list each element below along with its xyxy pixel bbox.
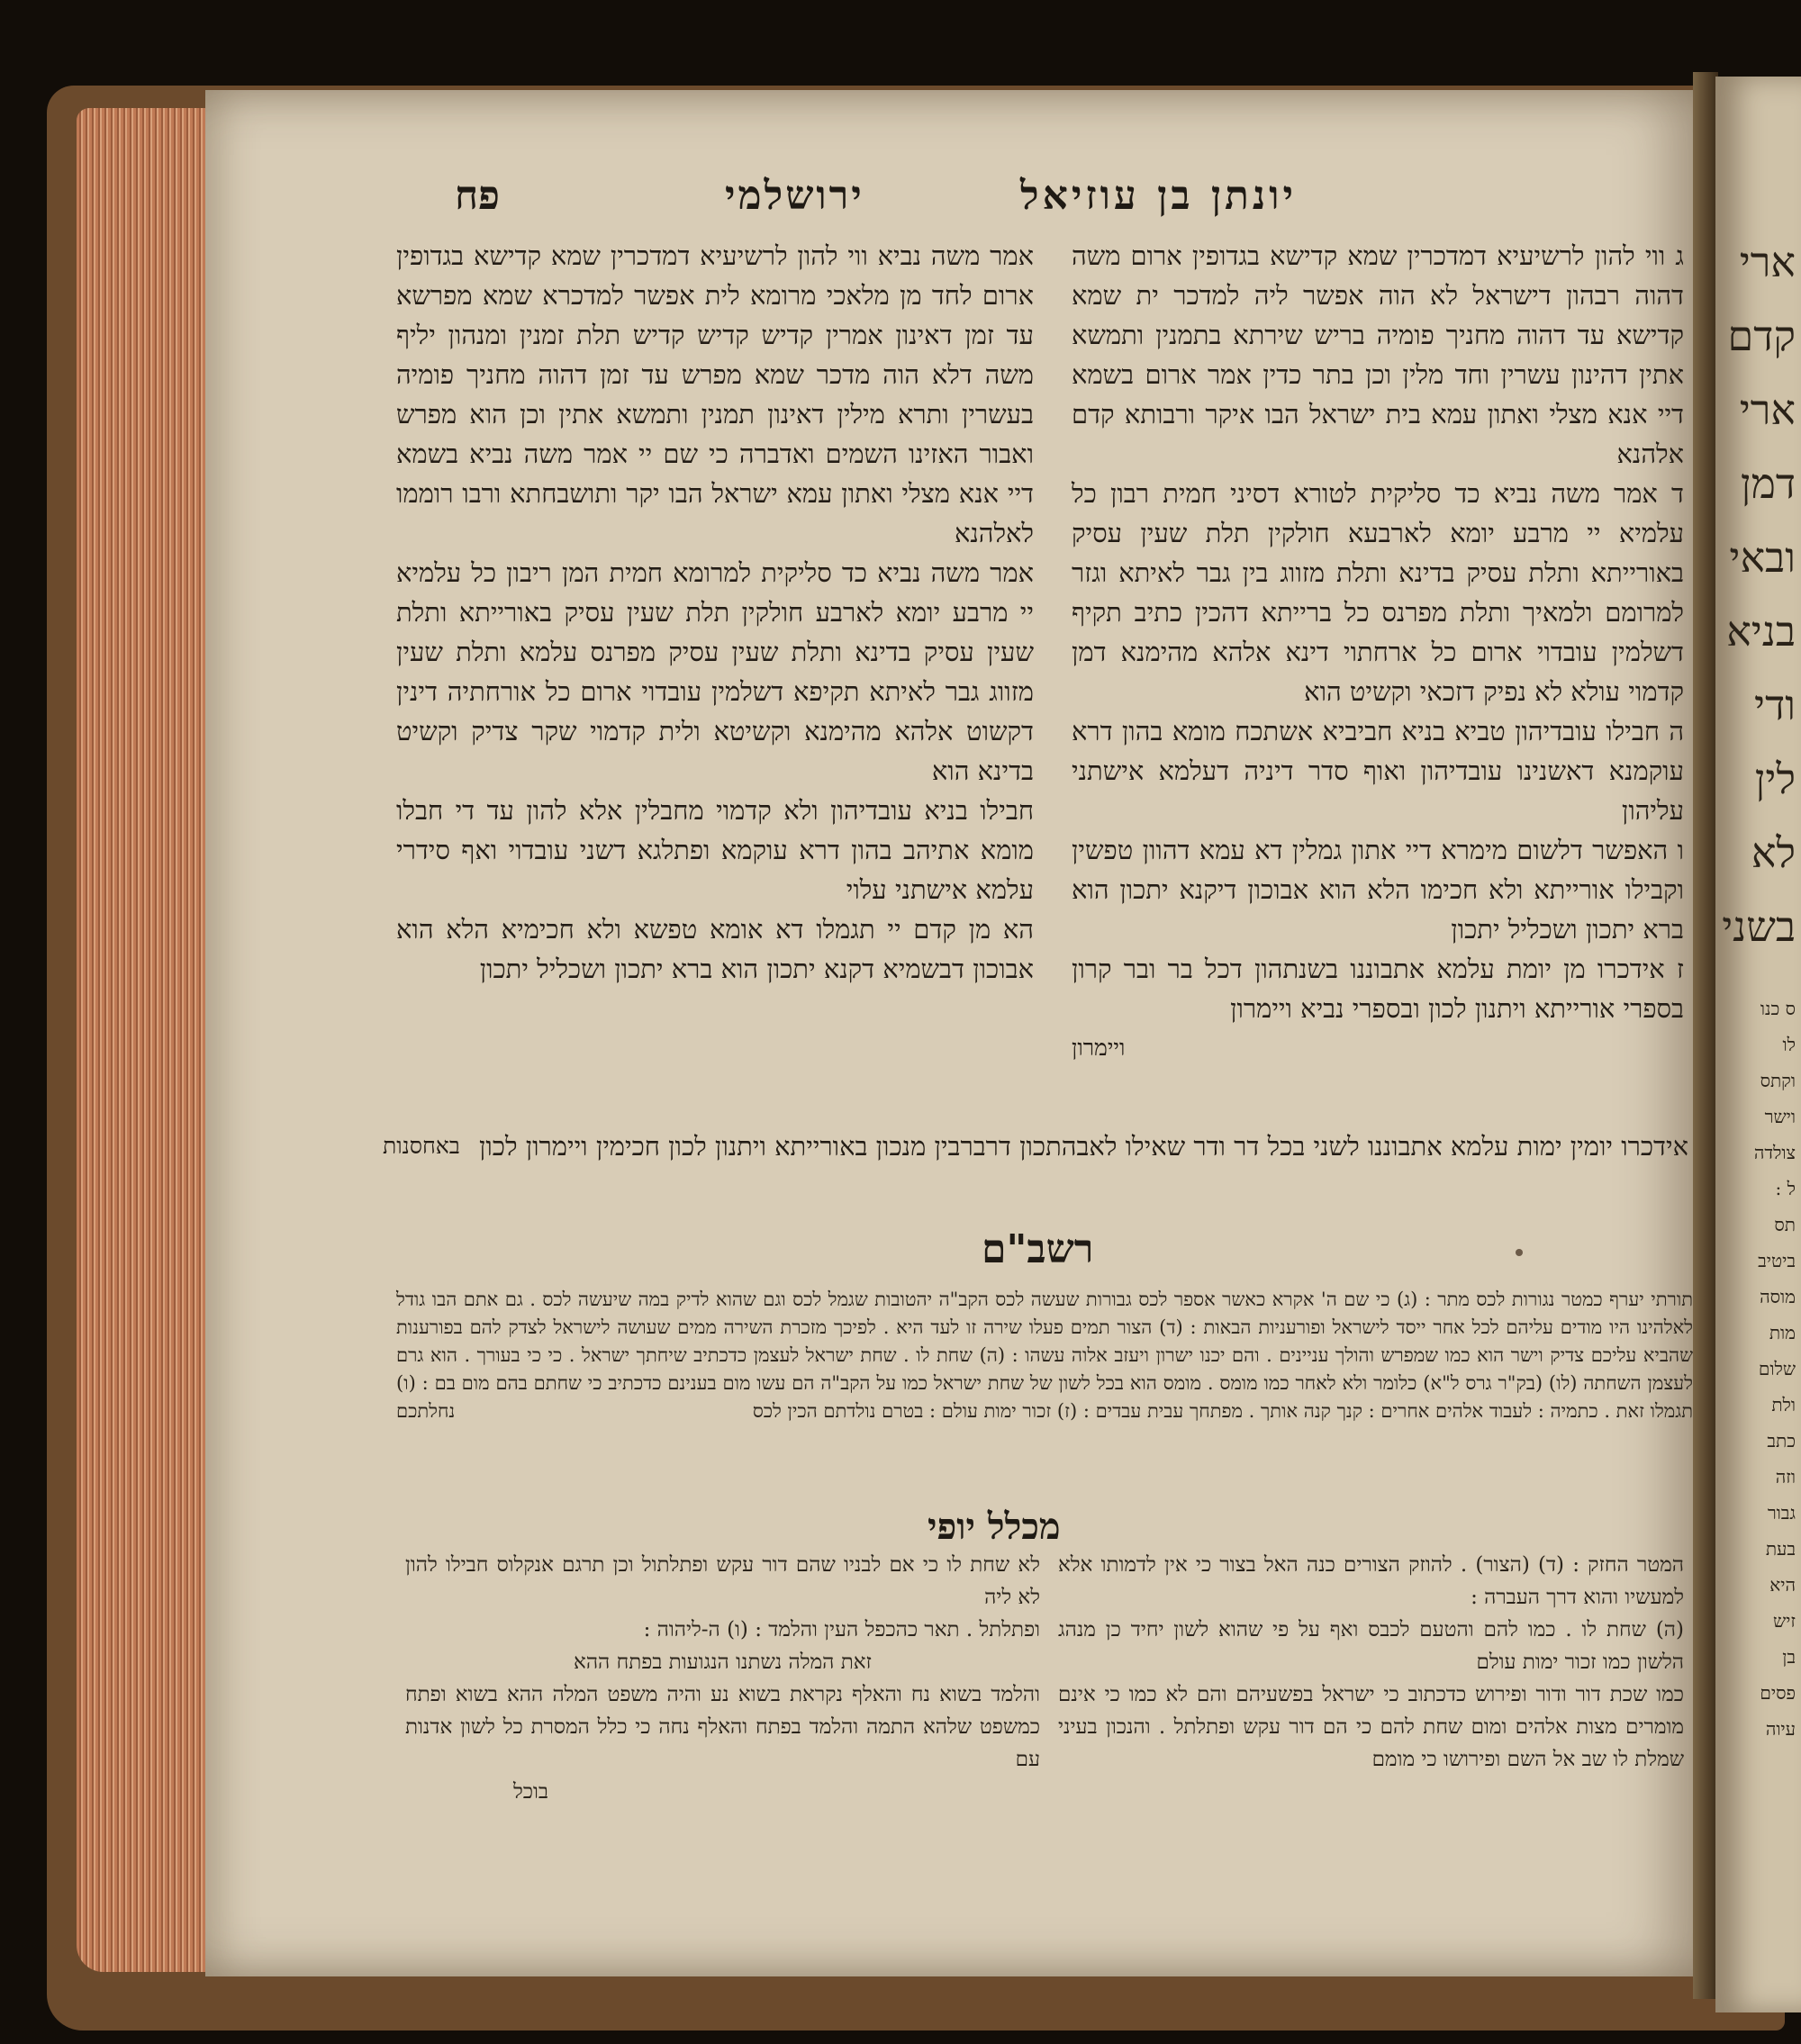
commentary-paragraph: ופתלתל . תאר כהכפל העין והלמד : (ו) ה-ליהוה : xyxy=(643,1618,1040,1642)
facing-line: לין xyxy=(1754,755,1796,803)
facing-line: מות xyxy=(1769,1322,1796,1343)
column-catchword: ויימרון xyxy=(1072,1035,1126,1061)
rashbam-commentary xyxy=(396,1286,1693,1425)
facing-line: ובאי xyxy=(1729,533,1796,582)
facing-line: מוסה xyxy=(1760,1286,1796,1307)
facing-line: קדם xyxy=(1727,312,1796,360)
facing-page-fragment xyxy=(1715,77,1801,2012)
facing-line: בשני xyxy=(1722,902,1796,951)
mikhlal-yofi-left-column xyxy=(405,1549,1040,1808)
facing-line: וקתס xyxy=(1760,1070,1796,1091)
facing-line: ס כנו xyxy=(1760,998,1796,1019)
facing-line: ארי xyxy=(1739,385,1796,434)
facing-line: לא xyxy=(1751,828,1796,877)
commentary-paragraph: לא שחת לו כי אם לבניו שהם דור עקש ופתלתול וכן תרגם אנקלוס חבילו להון לא ליה xyxy=(405,1553,1040,1609)
targum-yonatan-column xyxy=(1072,236,1684,1068)
verse-paragraph: ו האפשר דלשום מימרא דיי אתון גמלין דא עמא דהוון טפשין וקבילו אורייתא ולא חכימו הלא הוא אבוכון דיקנא יתכון הוא ברא יתכון ושכליל יתכון xyxy=(1072,835,1684,945)
commentary-paragraph: (ה) שחת לו . כמו להם והטעם לכבס ואף על פי שהוא לשון יחיד כן מנהג הלשון כמו זכור ימות עולם xyxy=(1058,1618,1684,1674)
facing-line: גבור xyxy=(1767,1502,1796,1524)
facing-line: ביטיב xyxy=(1758,1250,1796,1271)
verse-paragraph: ז אידכרו מן יומת עלמא אתבוננו בשנתהון דכל בר ובר קרון בספרי אורייתא ויתנון לכון ובספרי נביא ויימרון xyxy=(1072,954,1684,1024)
mikhlal-yofi-heading: מכלל יופי xyxy=(928,1506,1061,1548)
column-catchword: באחסנות xyxy=(383,1133,460,1159)
column-catchword: בוכל xyxy=(513,1780,548,1804)
running-header-center: ירושלמי xyxy=(725,173,864,219)
facing-line: ל : xyxy=(1775,1178,1796,1199)
verse-text: אידכרו יומין ימות עלמא אתבוננו לשני בכל דר ודר שאילו לאבהתכון דרברבין מנכון באורייתא ויתנון לכון חכימין ויימרון לכון xyxy=(478,1131,1688,1162)
page-edges xyxy=(77,108,221,1972)
running-header-right: יונתן בן עוזיאל xyxy=(1019,173,1297,219)
verse-paragraph: אמר משה נביא ווי להון לרשיעיא דמדכרין שמא קדישא בגדופין ארום לחד מן מלאכי מרומא לית אפשר למדכרא שמא מפרשא עד זמן דאינון אמרין קדיש קדיש קדיש תלת זמנין ומנהון יליף משה דלא הוה מדכר שמא מפרש עד זמן דהוה מחניך פומיה בעשרין ותרא מילין דאינון תמנין ותמשא אתין וכן הוא מפרש ואבור האזינו השמים ואדברה כי שם יי אמר משה נביא בשמא דיי אנא מצלי ואתון עמא ישראל הבו יקר ותושבחתא ורבו רוממו לאלהנא xyxy=(396,240,1034,548)
rashbam-heading: רשב"ם xyxy=(982,1226,1094,1272)
facing-line: תס xyxy=(1774,1214,1796,1235)
verse-paragraph: חבילו בניא עובדיהון ולא קדמוי מחבלין אלא להון עד די חבלו מומא אתיהב בהון דרא עוקמא ופתלגא דשני עובדוי ואף סידרי עלמא אישתני עלוי xyxy=(396,795,1034,905)
facing-line: צולדה xyxy=(1753,1142,1796,1163)
page-number: פח xyxy=(455,173,500,219)
verse-paragraph: ד אמר משה נביא כד סליקית לטורא דסיני חמית רבון כל עלמיא יי מרבע יומא לארבעא חולקין תלת שעין עסיק באורייתא ותלת עסיק בדינא ותלת מזווג בין גבר לאיתא וגזר למרומם ולמאיך ותלת מפרנס כל ברייתא דהכין כתיב תקיף דשלמין עובדוי ארום כל ארחתוי דינא אלהא מהימנא דמן קדמוי עולא לא נפיק דזכאי וקשיט הוא xyxy=(1072,478,1684,707)
facing-line: וישר xyxy=(1764,1106,1796,1127)
facing-line: זיש xyxy=(1773,1610,1796,1632)
commentary-paragraph: המטר החזק : (ד) (הצור) . להוזק הצורים כנה האל בצור כי אין לדמותו אלא למעשיו והוא דרך העברה : xyxy=(1058,1553,1684,1609)
verse-paragraph: אמר משה נביא כד סליקית למרומא חמית המן ריבון כל עלמיא יי מרבע יומא לארבע חולקין תלת שעין עסיק באורייתא ותלת שעין עסיק בדינא ותלת שעין עסיק מפרנס עלמא ותלת שעין מזווג גבר לאיתא תקיפא דשלמין עובדוי ארום כל אורחתיה דינין דקשוט אלהא מהימנא וקשיטא ולית קדמוי שקר צדיק וקשיט בדינא הוא xyxy=(396,557,1034,786)
facing-line: בניא xyxy=(1726,607,1796,656)
commentary-paragraph: כמו שכת דור ודור ופירוש כדכתוב כי ישראל בפשעיהם והם לא כמו כי אינם מומרים מצות אלהים ומום שחת להם כי הם דור עקש ופתלתל . והנכון בעיני שמלת לו שב אל השם ופירושו כי מומם xyxy=(1058,1683,1684,1771)
full-width-verse xyxy=(383,1126,1688,1167)
mikhlal-yofi-right-column xyxy=(1058,1549,1684,1776)
facing-line: ודי xyxy=(1754,681,1796,729)
commentary-paragraph: והלמד בשוא נח והאלף נקראת בשוא נע והיה משפט המלה ההא בשוא ופתח כמשפט שלהא התמה והלמד בפתח והאלף נחה כי כלל המסרת כל לשון אדנות עם xyxy=(405,1683,1040,1771)
facing-line: ארי xyxy=(1739,238,1796,286)
facing-line: בעת xyxy=(1765,1538,1796,1560)
book-gutter xyxy=(1693,72,1718,1999)
column-catchword: נחלתכם xyxy=(396,1400,456,1422)
ink-mark xyxy=(1516,1249,1523,1256)
verse-paragraph: ה חבילו עובדיהון טביא בניא חביביא אשתכח מומא בהון דרא עוקמנא דאשנינו עובדיהון ואוף סדר דיניה דעלמא אישתני עליהון xyxy=(1072,716,1684,826)
facing-line: ולת xyxy=(1771,1394,1796,1415)
facing-line: וזה xyxy=(1775,1466,1796,1488)
targum-yerushalmi-column xyxy=(396,236,1034,989)
facing-line: לו xyxy=(1782,1034,1796,1055)
commentary-paragraph: זאת המלה נשתנו הנגועות בפתח ההא xyxy=(574,1651,872,1674)
facing-line: פסים xyxy=(1760,1682,1796,1704)
facing-line: שלום xyxy=(1758,1358,1796,1379)
verse-paragraph: הא מן קדם יי תגמלו דא אומא טפשא ולא חכימיא הלא הוא אבוכון דבשמיא דקנא יתכון הוא ברא יתכון ושכליל יתכון xyxy=(396,914,1034,984)
facing-line: בן xyxy=(1782,1646,1796,1668)
facing-line: כתב xyxy=(1767,1430,1796,1452)
facing-line: עיוה xyxy=(1765,1718,1796,1740)
facing-line: היא xyxy=(1769,1574,1796,1596)
facing-line: דמן xyxy=(1740,459,1796,508)
commentary-text: תורתי יערף כמטר נגורות לכס מתר : (ג) כי שם ה' אקרא כאשר אספר לכס גבורות שעשה לכס הקב"ה יהטובות שגמל לכס וגם שהוא לדיק במה שיעשה לכס . גם אתם הבו גודל לאלהינו היו מודים עליהם לכל אחר ייסד לישראל ופורעניות הבאות : (ד) הצור תמים פעלו שירה זו לעד היא . לפיכך מזכרת השירה ממים שעושה לישראל לצדק להם בפורענות שהביא עליכם צדיק וישר הוא כמו שמפרש והולך עניינים . והם יכנו ישרון ויעזב אלוה עשהו : (ה) שחת לו . שחת ישראל לעצמן כדכתיב שיחתך ישראל . כי כי בעורך . הוא גרם לעצמן השחתה (לו) (בק"ר גרס ל"א) כלומר ולא לאחר כמו מומס . מומס הוא בכל לשון של שחת ישראל כמו על הקב"ה הם עשו מום בענינם כדכתיב כי שחתם בהם מום בם : (ו) תגמלו זאת . כתמיה : לעבוד אלהים אחרים : קנך קנה אותך . מפתחך עבית עבדים : (ז) זכור ימות עולם : בטרם נולדתם הכין לכס xyxy=(396,1289,1693,1422)
verse-paragraph: ג ווי להון לרשיעיא דמדכרין שמא קדישא בגדופין ארום משה דהוה רבהון דישראל לא הוה אפשר ליה למדכר ית שמא קדישא עד דהוה מחניך פומיה בריש שירתא בתמנין ותמשא אתין דהינון עשרין וחד מלין וכן בתר כדין אמר ארום בשמא דיי אנא מצלי ואתון עמא בית ישראל הבו איקר ורבותא קדם אלהנא xyxy=(1072,240,1684,469)
